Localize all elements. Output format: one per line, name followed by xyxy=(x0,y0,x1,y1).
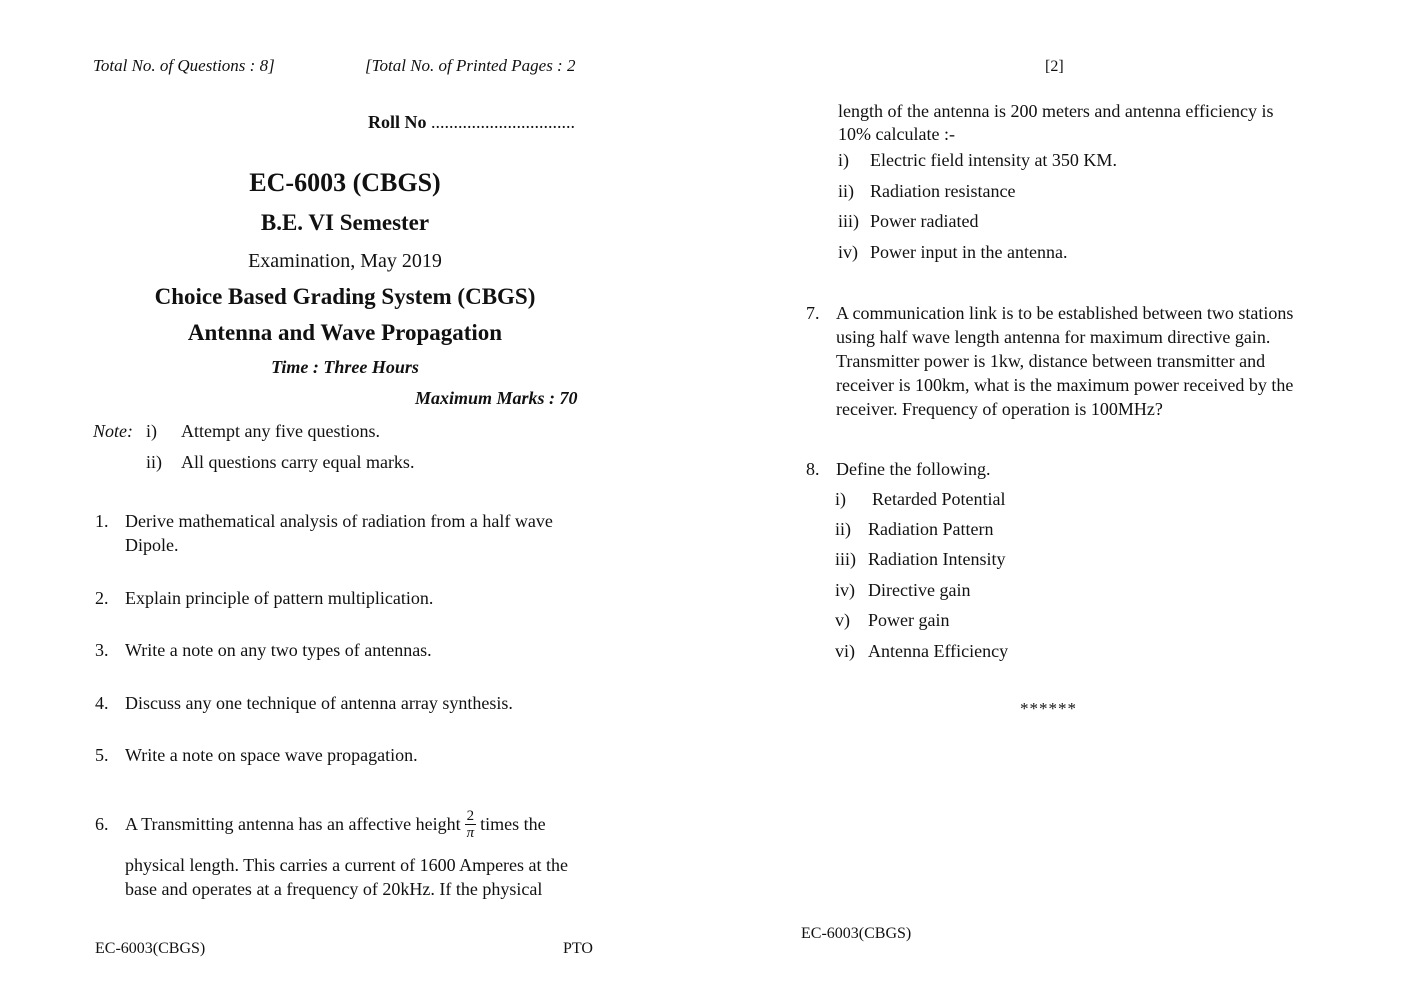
subpart-text: Directive gain xyxy=(868,580,971,600)
subject-title: Antenna and Wave Propagation xyxy=(187,320,503,345)
question-text: physical length. This carries a current of 1600 Amperes at the base and operates at a frequency of 20kHz. If the physical xyxy=(125,855,569,899)
total-questions: Total No. of Questions : 8] xyxy=(93,56,275,75)
footer-pto: PTO xyxy=(563,940,593,957)
footer-code: EC-6003(CBGS) xyxy=(95,940,206,957)
page-number: [2] xyxy=(1045,58,1064,75)
question-text: Discuss any one technique of antenna array synthesis. xyxy=(125,693,513,713)
question-number: 1. xyxy=(95,511,109,531)
subpart-number: i) xyxy=(838,150,849,170)
roll-no-dots: ................................ xyxy=(431,112,575,132)
question-6-continued: length of the antenna is 200 meters and antenna efficiency is 10% calculate :- xyxy=(838,101,1274,144)
subpart-text: Radiation Intensity xyxy=(868,549,1006,569)
note-label: Note: xyxy=(93,421,133,441)
note-text: Attempt any five questions. xyxy=(181,421,380,441)
roll-no-label: Roll No xyxy=(368,112,427,132)
note-num: i) xyxy=(146,421,157,441)
subpart-number: iii) xyxy=(838,211,859,231)
footer-code: EC-6003(CBGS) xyxy=(801,925,912,942)
printed-pages: [Total No. of Printed Pages : 2 xyxy=(365,56,576,75)
question-number: 5. xyxy=(95,745,109,765)
subpart-text: Electric field intensity at 350 KM. xyxy=(870,150,1117,170)
note-text: All questions carry equal marks. xyxy=(181,452,415,472)
question-text: times the xyxy=(480,814,546,834)
exam-session: Examination, May 2019 xyxy=(248,250,442,272)
subpart-number: iii) xyxy=(835,549,856,569)
fraction-2-over-pi xyxy=(465,808,477,841)
question-number: 8. xyxy=(806,459,820,479)
roll-no xyxy=(368,112,575,133)
question-text: Explain principle of pattern multiplication. xyxy=(125,588,434,608)
exam-time: Time : Three Hours xyxy=(271,357,419,377)
subpart-number: ii) xyxy=(835,519,851,539)
fraction-denominator: π xyxy=(466,824,475,841)
subpart-text: Power input in the antenna. xyxy=(870,242,1068,262)
subpart-text: Retarded Potential xyxy=(872,489,1006,509)
question-text: A communication link is to be established between two stations using half wave length antenna for maximum directive gain. Transmitter power is 1kw, distance between transmitter and receiver is 100km, what is the maximum power received by the receiver. Frequency of operation is 100MHz? xyxy=(836,303,1294,419)
subpart-text: Power gain xyxy=(868,610,950,630)
course-code: EC-6003 (CBGS) xyxy=(249,168,441,197)
end-marker: ****** xyxy=(1020,699,1077,718)
subpart-number: iv) xyxy=(838,242,858,262)
question-number: 3. xyxy=(95,640,109,660)
subpart-number: v) xyxy=(835,610,850,630)
subpart-text: Power radiated xyxy=(870,211,979,231)
subpart-text: Radiation resistance xyxy=(870,181,1016,201)
question-text: Derive mathematical analysis of radiation from a half wave Dipole. xyxy=(125,511,553,555)
question-text: A Transmitting antenna has an affective height xyxy=(125,814,461,834)
subpart-number: i) xyxy=(835,489,846,509)
question-number: 7. xyxy=(806,303,820,323)
page-2 xyxy=(702,0,1404,992)
subpart-text: Radiation Pattern xyxy=(868,519,994,539)
note-num: ii) xyxy=(146,452,162,472)
question-6-line xyxy=(125,801,546,847)
question-number: 2. xyxy=(95,588,109,608)
grading-system: Choice Based Grading System (CBGS) xyxy=(154,284,536,309)
question-text: Write a note on any two types of antennas. xyxy=(125,640,432,660)
subpart-number: vi) xyxy=(835,641,855,661)
fraction-numerator: 2 xyxy=(466,807,475,824)
question-text: Define the following. xyxy=(836,459,991,479)
question-number: 6. xyxy=(95,814,109,834)
subpart-text: Antenna Efficiency xyxy=(868,641,1009,661)
subpart-number: iv) xyxy=(835,580,855,600)
semester: B.E. VI Semester xyxy=(260,210,430,235)
max-marks: Maximum Marks : 70 xyxy=(415,388,578,408)
subpart-number: ii) xyxy=(838,181,854,201)
question-number: 4. xyxy=(95,693,109,713)
question-text: Write a note on space wave propagation. xyxy=(125,745,418,765)
